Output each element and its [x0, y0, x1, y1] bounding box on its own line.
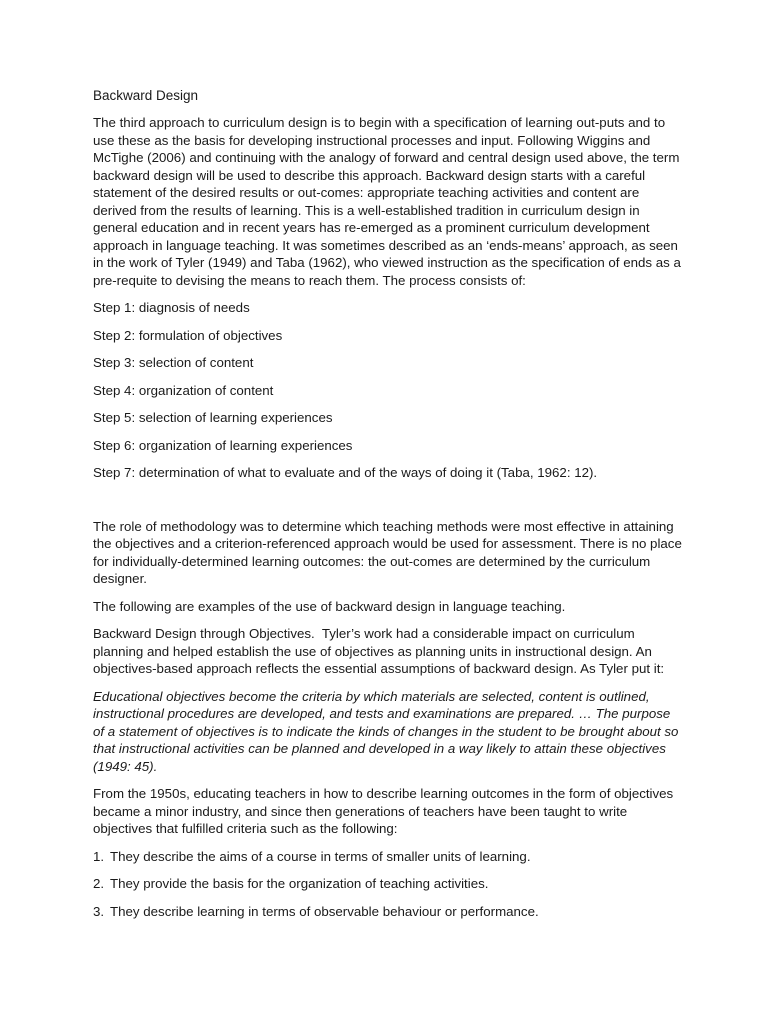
step-item: Step 2: formulation of objectives	[93, 327, 283, 343]
criteria-item	[93, 903, 683, 921]
criteria-text: They describe the aims of a course in terms of smaller units of learning.	[110, 848, 531, 864]
objectives-paragraph: Backward Design through Objectives. Tyler’s work had a considerable impact on curriculum planning and helped establish the use of objectives as planning units in instructional design. An objectives-based approach reflects the essential assumptions of backward design. As Tyler put it:	[93, 626, 665, 676]
criteria-number: 1.	[93, 848, 105, 864]
step-item: Step 4: organization of content	[93, 382, 274, 398]
criteria-item	[93, 875, 683, 893]
step-item: Step 6: organization of learning experiences	[93, 437, 353, 453]
tyler-quote: Educational objectives become the criteria by which materials are selected, content is outlined, instructional procedures are developed, and tests and examinations are prepared. … The purpose of a statement of objectives is to indicate the kinds of changes in the student to be brought about so that instructional activities can be planned and developed in a way likely to attain these objectives (1949: 45).	[93, 688, 679, 774]
step-item: Step 1: diagnosis of needs	[93, 300, 250, 315]
intro-paragraph: The third approach to curriculum design is to begin with a specification of learning out-puts and to use these as the basis for developing instructional processes and input. Following Wiggins and McTighe (2006) and continuing with the analogy of forward and central design used above, the term backward design will be used to describe this approach. Backward design starts with a careful statement of the desired results or out-comes: appropriate teaching activities and content are derived from the results of learning. This is a well-established tradition in curriculum design in general education and in recent years has re-emerged as a prominent curriculum development approach in language teaching. It was sometimes described as an ‘ends-means’ approach, as seen in the work of Tyler (1949) and Taba (1962), who viewed instruction as the specification of ends as a pre-requite to devising the means to reach them. The process consists of:	[93, 115, 685, 288]
criteria-list	[93, 848, 683, 921]
section-title: Backward Design	[93, 88, 199, 103]
steps-list	[93, 299, 683, 482]
step-item: Step 7: determination of what to evaluate and of the ways of doing it (Taba, 1962: 12).	[93, 465, 598, 480]
methodology-paragraph: The role of methodology was to determine which teaching methods were most effective in attaining the objectives and a criterion-referenced approach would be used for assessment. There is no place for individually-determined learning outcomes: the out-comes are determined by the curriculum designer.	[93, 518, 686, 586]
criteria-number: 3.	[93, 903, 105, 919]
criteria-text: They describe learning in terms of observable behaviour or performance.	[110, 903, 539, 919]
document-page	[93, 86, 686, 930]
spacer	[93, 492, 683, 518]
step-item: Step 3: selection of content	[93, 355, 254, 370]
criteria-text: They provide the basis for the organization of teaching activities.	[110, 876, 489, 891]
since-1950s-paragraph: From the 1950s, educating teachers in how to describe learning outcomes in the form of objectives became a minor industry, and since then generations of teachers have been taught to write objectives that fulfilled criteria such as the following:	[93, 786, 677, 836]
examples-intro-paragraph: The following are examples of the use of backward design in language teaching.	[93, 598, 566, 614]
step-item: Step 5: selection of learning experiences	[93, 410, 333, 425]
criteria-number: 2.	[93, 876, 105, 891]
criteria-item	[93, 848, 683, 866]
